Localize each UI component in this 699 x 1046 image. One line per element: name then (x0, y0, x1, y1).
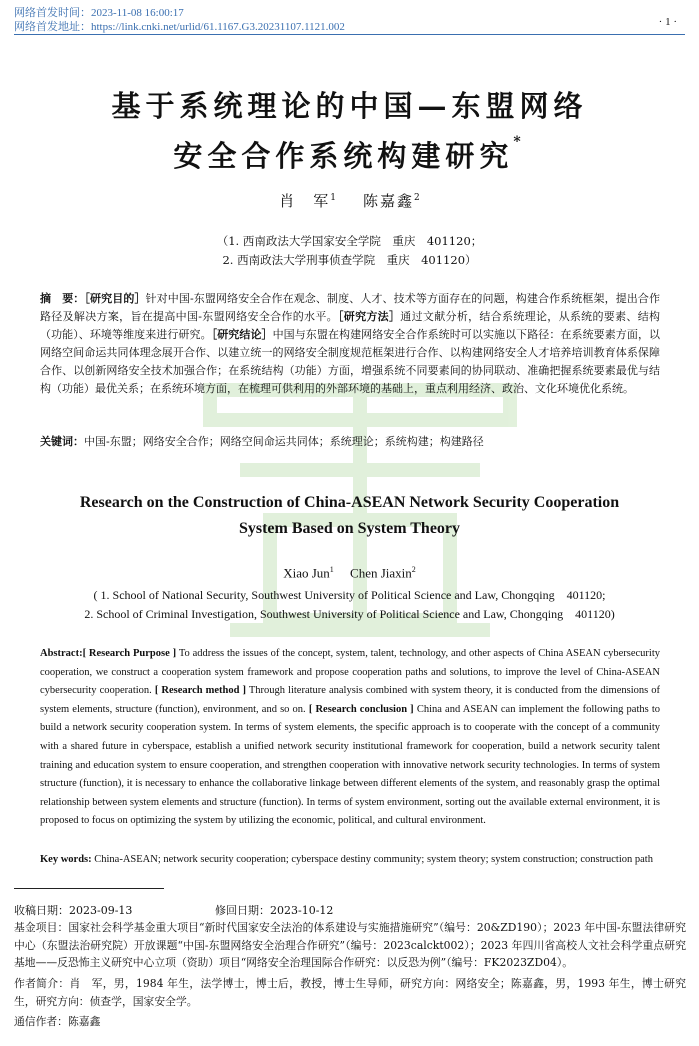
abstract-en (40, 645, 660, 831)
author-zh-2: 陈嘉鑫 (363, 192, 415, 210)
abstract-zh-purpose: 针对中国-东盟网络安全合作在观念、制度、人才、技术等方面存在的问题，构建合作系统框架，提出合作路径及解决方案，旨在提高中国-东盟网络安全合作的水平。 (40, 292, 661, 323)
affiliation-en-2: 2. School of Criminal Investigation, Southwest University of Political Science and Law, Chongqing 401120) (84, 607, 615, 621)
abstract-en-method: Through literature analysis combined with system theory, it is conducted from the dimensions of system elements, structure (function), environment, and so on. (40, 685, 661, 715)
author-bio: 作者简介：肖 军，男，1984 年生，法学博士，博士后，教授，博士生导师，研究方向：网络安全；陈嘉鑫，男，1993 年生，博士研究生，研究方向：侦查学，国家安全学。 (14, 977, 686, 1008)
abstract-zh (40, 290, 660, 398)
abstract-zh-conclusion-label: ［研究结论］ (211, 328, 273, 341)
title-footnote-mark: * (513, 134, 526, 150)
abstract-en-purpose-label: [ Research Purpose ] (82, 648, 177, 659)
title-zh-line-2-text: 安全合作系统构建研究 (173, 139, 514, 173)
title-en-line-2: System Based on System Theory (238, 520, 461, 537)
title-en-line-1: Research on the Construction of China-ASEAN Network Security Cooperation (79, 494, 620, 511)
author-en-1-affiliation-mark: 1 (329, 565, 334, 574)
corresponding-author: 通信作者：陈嘉鑫 (14, 1015, 101, 1028)
abstract-zh-method-label: ［研究方法］ (337, 310, 401, 323)
author-zh-2-affiliation-mark: 2 (414, 193, 420, 203)
abstract-en-conclusion-label: [ Research conclusion ] (308, 703, 414, 715)
online-publication-address (14, 18, 345, 34)
affiliation-zh-1: （1. 西南政法大学国家安全学院 重庆 401120； (216, 234, 483, 248)
abstract-en-purpose: To address the issues of the concept, system, talent, technology, and other aspects of China ASEAN cybersecurity cooperation, we construct a cooperation system framework and propose cooperation paths and solutions, to improve the level of China-ASEAN cybersecurity cooperation. (40, 648, 660, 697)
page-number: · 1 · (658, 16, 677, 28)
abstract-en-conclusion: China and ASEAN can implement the following paths to build a network security cooperation system. In terms of system elements, the specific approach is to cooperate with the concept of a community with a shared future in cyberspace, establish a unified network security institutional framework for cooperation, build a network security talent training and education system to ensure cooperation, and strengthen cooperation with innovative network security technologies. In terms of system structure (function), it is necessary to enhance the collaborative linkage between different elements of the system, and reasonably grasp the optimal relationship between system elements and structure (function). In terms of system environment, sorting out the available external environment, it is proposed to focus on optimizing the system by utilizing the economic, political, and cultural environment. (40, 703, 661, 827)
affiliation-zh-2: 2. 西南政法大学刑事侦查学院 重庆 401120） (222, 253, 477, 267)
title-zh-line-1: 基于系统理论的中国—东盟网络 (111, 89, 588, 123)
author-zh-1: 肖 军 (279, 192, 331, 210)
keywords-zh-label: 关键词： (40, 435, 84, 448)
author-en-2-affiliation-mark: 2 (411, 565, 416, 574)
header-rule (14, 34, 685, 35)
abstract-en-label: Abstract: (40, 648, 83, 659)
keywords-en-text: China-ASEAN; network security cooperation; cyberspace destiny community; system theory; system construction; construction path (94, 854, 653, 865)
abstract-zh-label: 摘 要： (40, 292, 85, 305)
revised-date: 修回日期：2023-10-12 (215, 904, 334, 917)
abstract-zh-method: 通过文献分析，结合系统理论，从系统的要素、结构（功能）、环境等维度来进行研究。 (40, 310, 661, 341)
affiliation-en-1: ( 1. School of National Security, Southwest University of Political Science and Law, Chongqing 401120; (93, 588, 606, 602)
authors-zh (0, 190, 699, 211)
author-en-1: Xiao Jun (283, 565, 330, 581)
title-zh-line-2 (0, 134, 699, 175)
authors-en (0, 565, 699, 581)
abstract-zh-purpose-label: ［研究目的］ (84, 292, 146, 305)
keywords-en-label: Key words: (40, 854, 92, 865)
online-publication-link[interactable]: https://link.cnki.net/urlid/61.1167.G3.20231107.1121.002 (91, 21, 345, 33)
author-en-2: Chen Jiaxin (350, 565, 412, 581)
keywords-zh-text: 中国-东盟；网络安全合作；网络空间命运共同体；系统理论；系统构建；构建路径 (84, 435, 484, 448)
online-publication-address-label: 网络首发地址： (14, 21, 91, 33)
abstract-en-method-label: [ Research method ] (154, 685, 246, 697)
received-date: 收稿日期：2023-09-13 (14, 904, 133, 917)
abstract-zh-conclusion: 中国与东盟在构建网络安全合作系统时可以实施以下路径：在系统要素方面，以网络空间命运共同体理念展开合作、以建立统一的网络安全制度规范框架进行合作、以构建网络安全人才培养培训教育体系保障合作、以创新网络安全技术加强合作；在系统结构（功能）方面，增强系统不同要素间的协同联动、准确把握系统要素最优与结构（功能）最优关系；在系统环境方面，在梳理可供利用的外部环境的基础上，重点利用经济、政治、文化环境优化系统。 (40, 328, 661, 395)
author-zh-1-affiliation-mark: 1 (330, 193, 336, 203)
funding-note: 基金项目：国家社会科学基金重大项目“新时代国家安全法治的体系建设与实施措施研究”（编号：20&ZD190）；2023 年中国-东盟法律研究中心（东盟法治研究院）开放课题“中国-东盟网络安全治理合作研究”（编号：2023calckt002）；2023 年四川省高校人文社会科学重点研究基地——反恐怖主义研究中心立项（资助）项目“网络安全治理国际合作研究：以反恐为例”（编号：FK2023ZD04）。 (14, 921, 686, 969)
keywords-en (40, 851, 660, 869)
keywords-zh (40, 433, 660, 451)
footnote-rule (14, 888, 164, 889)
online-publication-time: 网络首发时间：2023-11-08 16:00:17 (14, 7, 184, 19)
